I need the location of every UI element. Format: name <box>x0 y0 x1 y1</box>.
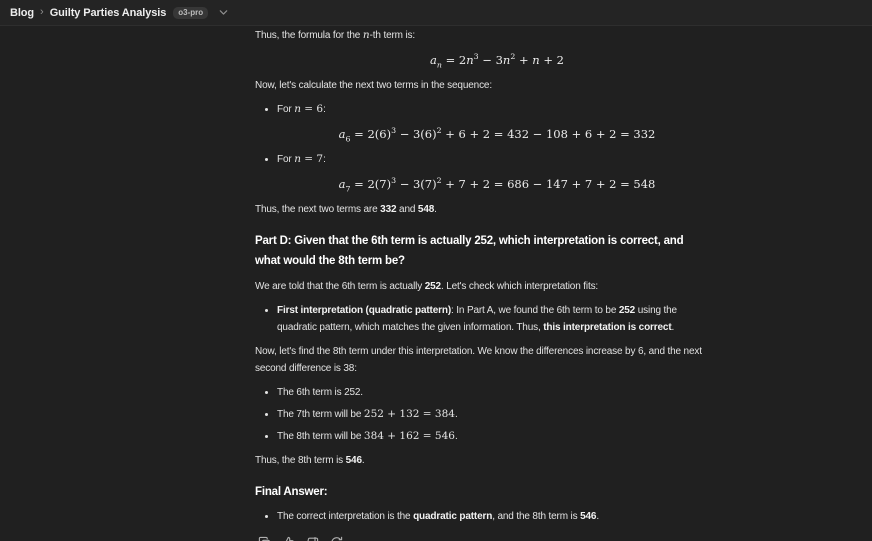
math-expression: $a_6 = 2(6)^3 - 3(6)^2 + 6 + 2 = 432 - 108 + 6 + 2 = 332$ <box>338 126 656 144</box>
math-expression: $a_7 = 2(7)^3 - 3(7)^2 + 7 + 2 = 686 - 147 + 7 + 2 = 548$ <box>338 176 656 194</box>
thumbs-up-button[interactable] <box>281 535 296 541</box>
bullet-item: The 8th term will be 384 + 162 = 546. <box>255 428 739 445</box>
paragraph: Now, let's find the 8th term under this interpretation. We know the differences increase by 6, and the next second difference is 38: <box>255 346 702 374</box>
bullet-item: The 6th term is 252. <box>255 384 739 401</box>
model-dropdown-toggle[interactable] <box>216 7 231 18</box>
bullet-icon <box>265 515 268 518</box>
header-bar <box>0 0 872 26</box>
paragraph: Now, let's calculate the next two terms in the sequence: <box>255 80 492 91</box>
paragraph: We are told that the 6th term is actually 252. Let's check which interpretation fits: <box>255 281 599 292</box>
section-heading: Final Answer: <box>255 486 328 498</box>
retry-icon <box>330 536 343 541</box>
math-expression: $a_n = 2n^3 - 3n^2 + n + 2$ <box>430 52 564 70</box>
message-actions <box>257 535 739 541</box>
copy-button[interactable] <box>257 535 272 541</box>
bullet-icon <box>265 391 268 394</box>
bullet-icon <box>265 413 268 416</box>
display-math <box>255 125 739 144</box>
display-math <box>255 51 739 70</box>
bullet-item: The 7th term will be 252 + 132 = 384. <box>255 406 739 423</box>
thumbs-down-button[interactable] <box>305 535 320 541</box>
chevron-down-icon <box>218 7 229 18</box>
breadcrumb-blog-link[interactable]: Blog <box>10 6 35 19</box>
thumbs-up-icon <box>282 536 295 541</box>
paragraph: Thus, the next two terms are 332 and 548. <box>255 204 437 215</box>
bullet-item: The correct interpretation is the quadratic pattern, and the 8th term is 546. <box>255 508 739 525</box>
paragraph: Thus, the formula for the n-th term is: <box>255 29 416 41</box>
display-math <box>255 175 739 194</box>
bullet-item: For n = 6: <box>255 101 739 118</box>
math-expression: n = 7 <box>294 153 324 165</box>
breadcrumb <box>10 7 166 19</box>
bullet-icon <box>265 435 268 438</box>
math-expression: 384 + 162 = 546 <box>363 430 455 442</box>
message-blocks <box>255 27 739 525</box>
breadcrumb-separator: › <box>40 6 44 18</box>
bullet-icon <box>265 158 268 161</box>
math-expression: n <box>362 29 370 41</box>
message-content <box>255 26 739 541</box>
page-title: Guilty Parties Analysis <box>49 6 167 19</box>
section-heading: Part D: Given that the 6th term is actually 252, which interpretation is correct, and what would the 8th term be? <box>255 235 684 267</box>
bullet-icon <box>265 309 268 312</box>
bullet-item: For n = 7: <box>255 151 739 168</box>
thumbs-down-icon <box>306 536 319 541</box>
bullet-icon <box>265 108 268 111</box>
bullet-item: First interpretation (quadratic pattern): In Part A, we found the 6th term to be 252 using the quadratic pattern, which matches the given information. Thus, this interpretation is correct. <box>255 302 739 336</box>
paragraph: Thus, the 8th term is 546. <box>255 455 365 466</box>
math-expression: 252 + 132 = 384 <box>363 408 455 420</box>
model-badge[interactable]: o3-pro <box>173 7 208 19</box>
retry-button[interactable] <box>329 535 344 541</box>
math-expression: n = 6 <box>294 103 324 115</box>
copy-icon <box>258 536 271 541</box>
